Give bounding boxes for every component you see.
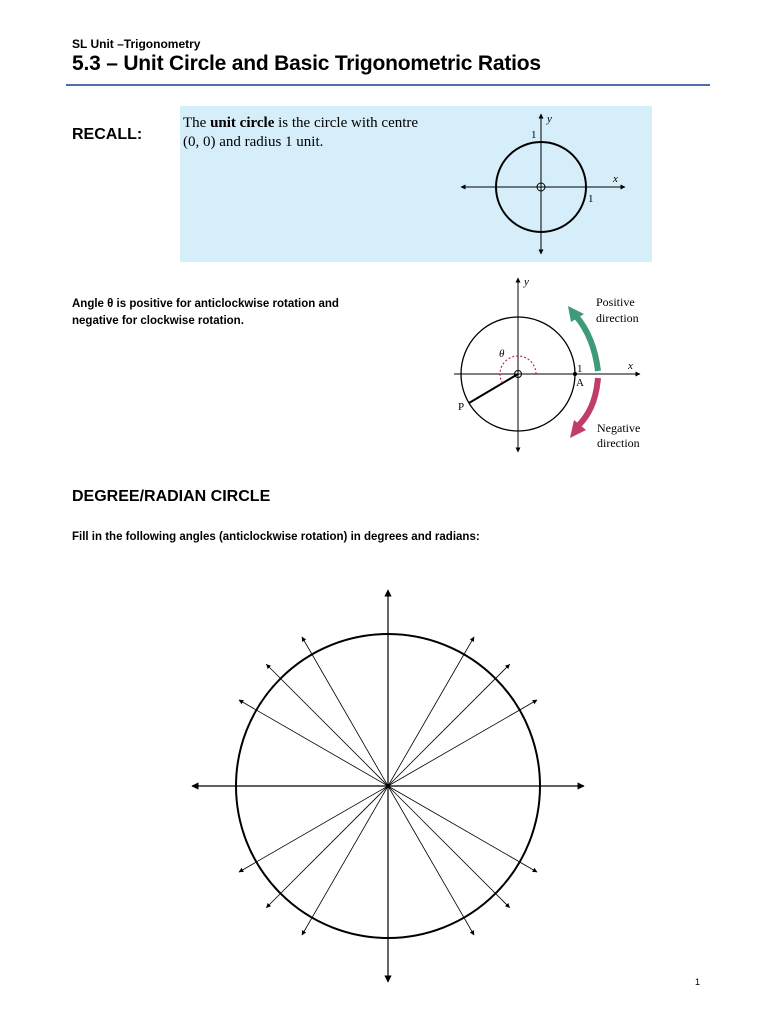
recall-text-pre: The [183,115,211,131]
positive-label-line2: direction [596,311,639,325]
recall-text-bold: unit circle [210,115,275,131]
angle-ray-330 [388,786,537,872]
angle-ray-315 [388,786,510,908]
angle-ray-135 [266,664,388,786]
recall-text-post: is the circle with centre (0, 0) and radius 1 unit. [183,115,419,150]
x-axis-label: x [613,173,618,185]
y-axis-label: y [524,276,529,288]
angle-ray-60 [388,637,474,786]
p-label: P [458,401,465,413]
theta-label: θ [499,348,505,360]
negative-label-line1: Negative [597,421,641,435]
a-label: A [576,377,584,389]
angle-ray-210 [239,786,388,872]
page-number: 1 [695,977,701,987]
angle-ray-120 [302,637,388,786]
angle-ray-300 [388,786,474,935]
x-tick-label: 1 [588,193,594,205]
recall-heading: RECALL: [72,126,143,143]
angle-ray-45 [388,664,510,786]
one-label: 1 [577,363,583,375]
angle-rotation-text: Angle θ is positive for anticlockwise rotation and negative for clockwise rotation. [72,298,339,327]
positive-label-line1: Positive [596,295,635,309]
angle-ray-225 [266,786,388,908]
y-axis-label: y [547,113,552,125]
angle-ray-30 [388,700,537,786]
angle-ray-150 [239,700,388,786]
unit-label: SL Unit –Trigonometry [72,37,201,51]
instruction-text: Fill in the following angles (anticlockwise rotation) in degrees and radians: [72,531,480,543]
angle-ray-240 [302,786,388,935]
negative-label-line2: direction [597,436,640,450]
x-axis-label: x [628,360,633,372]
degree-radian-heading: DEGREE/RADIAN CIRCLE [72,488,271,505]
page-title: 5.3 – Unit Circle and Basic Trigonometric Ratios [72,52,541,75]
y-tick-label: 1 [531,129,537,141]
